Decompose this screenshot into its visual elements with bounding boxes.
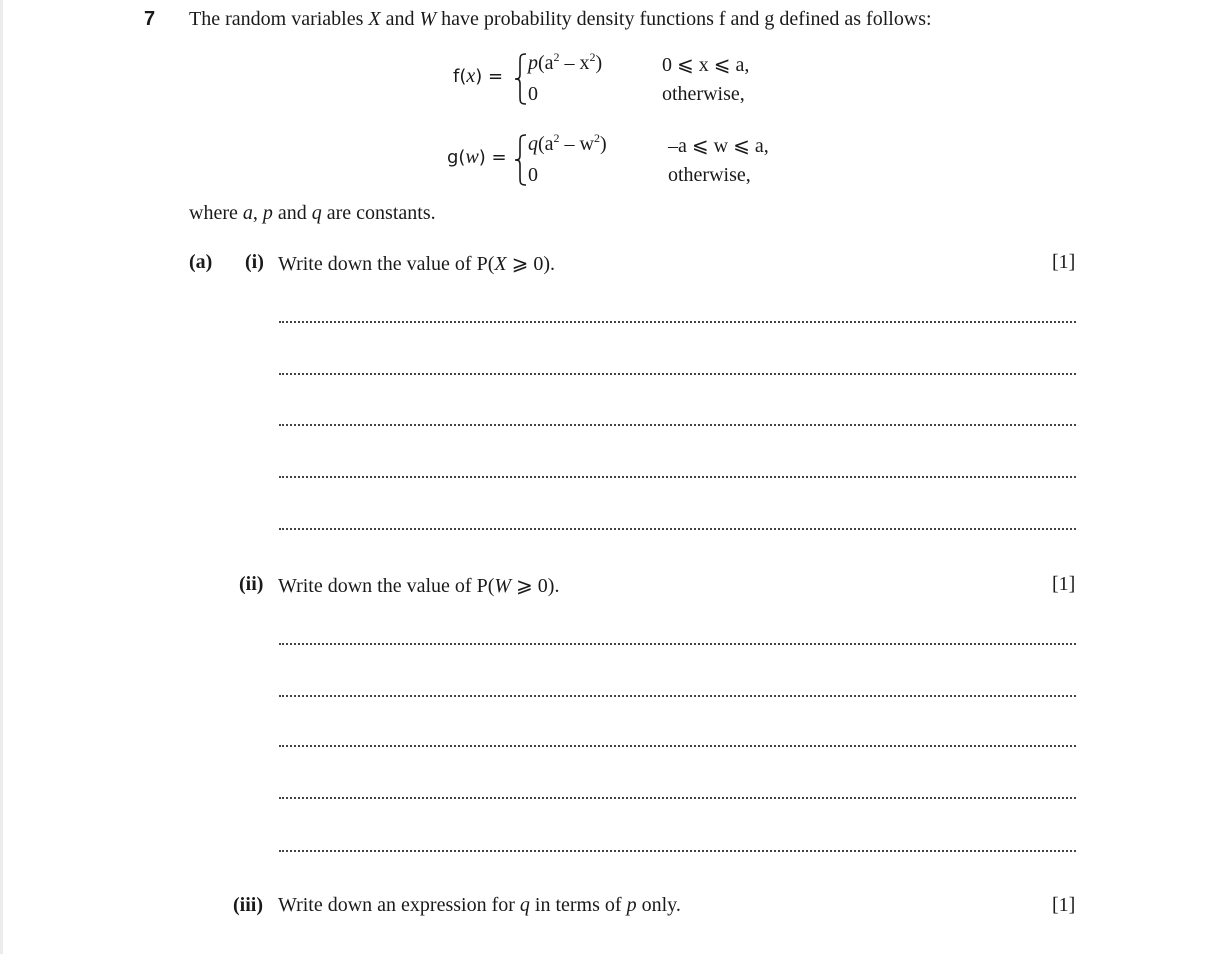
- pdf-f-case1-condition: 0 ⩽ x ⩽ a,: [662, 54, 750, 76]
- pdf-g-brace: [514, 133, 528, 187]
- question-number: 7: [144, 8, 156, 30]
- answer-line[interactable]: [279, 424, 1076, 426]
- answer-line[interactable]: [279, 643, 1076, 645]
- sub-iii-question: Write down an expression for q in terms of p only.: [278, 894, 681, 916]
- pdf-g-case1-condition: –a ⩽ w ⩽ a,: [668, 135, 769, 157]
- question-intro: The random variables X and W have probability density functions f and g defined as follows:: [189, 8, 932, 30]
- pdf-g-case2-value: 0: [528, 164, 538, 186]
- sub-i-question: Write down the value of P(X ⩾ 0).: [278, 253, 555, 275]
- pdf-f-case2-value: 0: [528, 83, 538, 105]
- part-a-label: (a): [189, 251, 213, 273]
- answer-line[interactable]: [279, 476, 1076, 478]
- answer-line[interactable]: [279, 373, 1076, 375]
- answer-line[interactable]: [279, 850, 1076, 852]
- pdf-f-brace: [514, 52, 528, 106]
- pdf-f-lhs: f(x) =: [453, 65, 504, 87]
- pdf-g-lhs: g(w) =: [447, 146, 507, 168]
- sub-iii-label: (iii): [233, 894, 263, 916]
- answer-line[interactable]: [279, 797, 1076, 799]
- answer-line[interactable]: [279, 745, 1076, 747]
- sub-i-marks: [1]: [1052, 251, 1076, 273]
- answer-line[interactable]: [279, 695, 1076, 697]
- page-edge: [0, 0, 3, 954]
- pdf-f-case2-condition: otherwise,: [662, 83, 745, 105]
- pdf-f-case1-expr: $p(a^2 - x^2)$: [528, 50, 603, 74]
- sub-ii-marks: [1]: [1052, 573, 1076, 595]
- sub-ii-label: (ii): [239, 573, 264, 595]
- pdf-g-case2-condition: otherwise,: [668, 164, 751, 186]
- pdf-g-case1-expr: $q(a^2 - w^2)$: [528, 131, 607, 155]
- answer-line[interactable]: [279, 321, 1076, 323]
- constants-note: where a, p and q are constants.: [189, 202, 436, 224]
- sub-i-label: (i): [245, 251, 264, 273]
- answer-line[interactable]: [279, 528, 1076, 530]
- sub-ii-question: Write down the value of P(W ⩾ 0).: [278, 575, 560, 597]
- sub-iii-marks: [1]: [1052, 894, 1076, 916]
